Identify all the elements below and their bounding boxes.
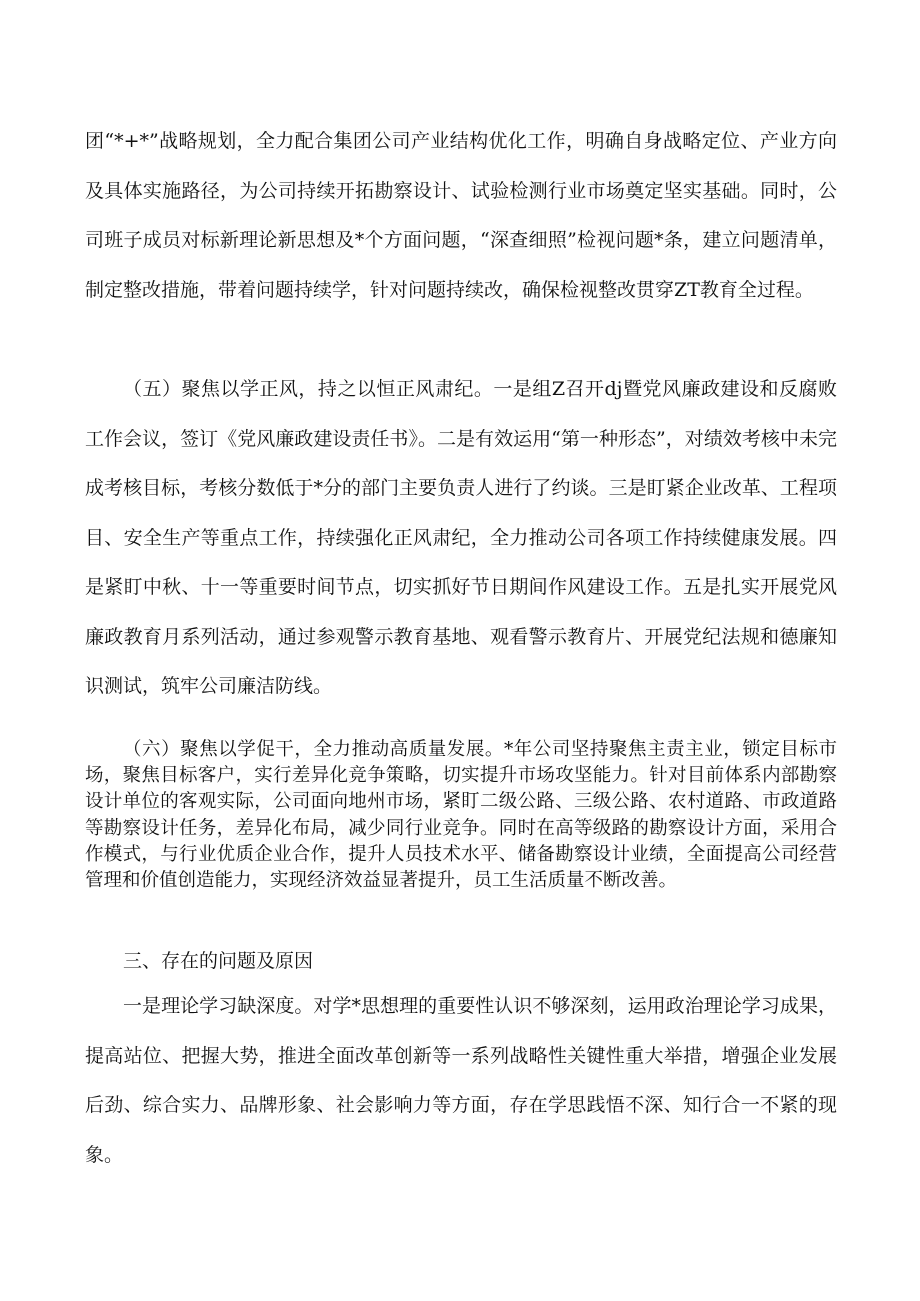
paragraph-theory-depth: 一是理论学习缺深度。对学*思想理的重要性认识不够深刻，运用政治理论学习成果，提高站位、把握大势，推进全面改革创新等一系列战略性关键性重大举措，增强企业发展后劲、综合实力、品牌形象、社会影响力等方面，存在学思践悟不深、知行合一不紧的现象。 xyxy=(85,995,837,1166)
paragraph-strategy-continuation: 团“*+*”战略规划，全力配合集团公司产业结构优化工作，明确自身战略定位、产业方向及具体实施路径，为公司持续开拓勘察设计、试验检测行业市场奠定坚实基础。同时，公司班子成员对标新理论新思想及*个方面问题，“深查细照”检视问题*条，建立问题清单，制定整改措施，带着问题持续学，针对问题持续改，确保检视整改贯穿ZT教育全过程。 xyxy=(85,130,837,301)
paragraph-section-six: （六）聚焦以学促干，全力推动高质量发展。*年公司坚持聚焦主责主业，锁定目标市场，聚焦目标客户，实行差异化竞争策略，切实提升市场攻坚能力。针对目前体系内部勘察设计单位的客观实际，公司面向地州市场，紧盯二级公路、三级公路、农村道路、市政道路等勘察设计任务，差异化布局，减少同行业竞争。同时在高等级路的勘察设计方面，采用合作模式，与行业优质企业合作，提升人员技术水平、储备勘察设计业绩，全面提高公司经营管理和价值创造能力，实现经济效益显著提升，员工生活质量不断改善。 xyxy=(85,739,837,892)
paragraph-section-five: （五）聚焦以学正风，持之以恒正风肃纪。一是组Z召开dj暨党风廉政建设和反腐败工作会议，签订《党风廉政建设责任书》。二是有效运用“第一种形态”，对绩效考核中未完成考核目标，考核分数低于*分的部门主要负责人进行了约谈。三是盯紧企业改革、工程项目、安全生产等重点工作，持续强化正风肃纪，全力推动公司各项工作持续健康发展。四是紧盯中秋、十一等重要时间节点，切实抓好节日期间作风建设工作。五是扎实开展党风廉政教育月系列活动，通过参观警示教育基地、观看警示教育片、开展党纪法规和德廉知识测试，筑牢公司廉洁防线。 xyxy=(85,378,837,697)
section-heading-problems: 三、存在的问题及原因 xyxy=(123,950,314,972)
